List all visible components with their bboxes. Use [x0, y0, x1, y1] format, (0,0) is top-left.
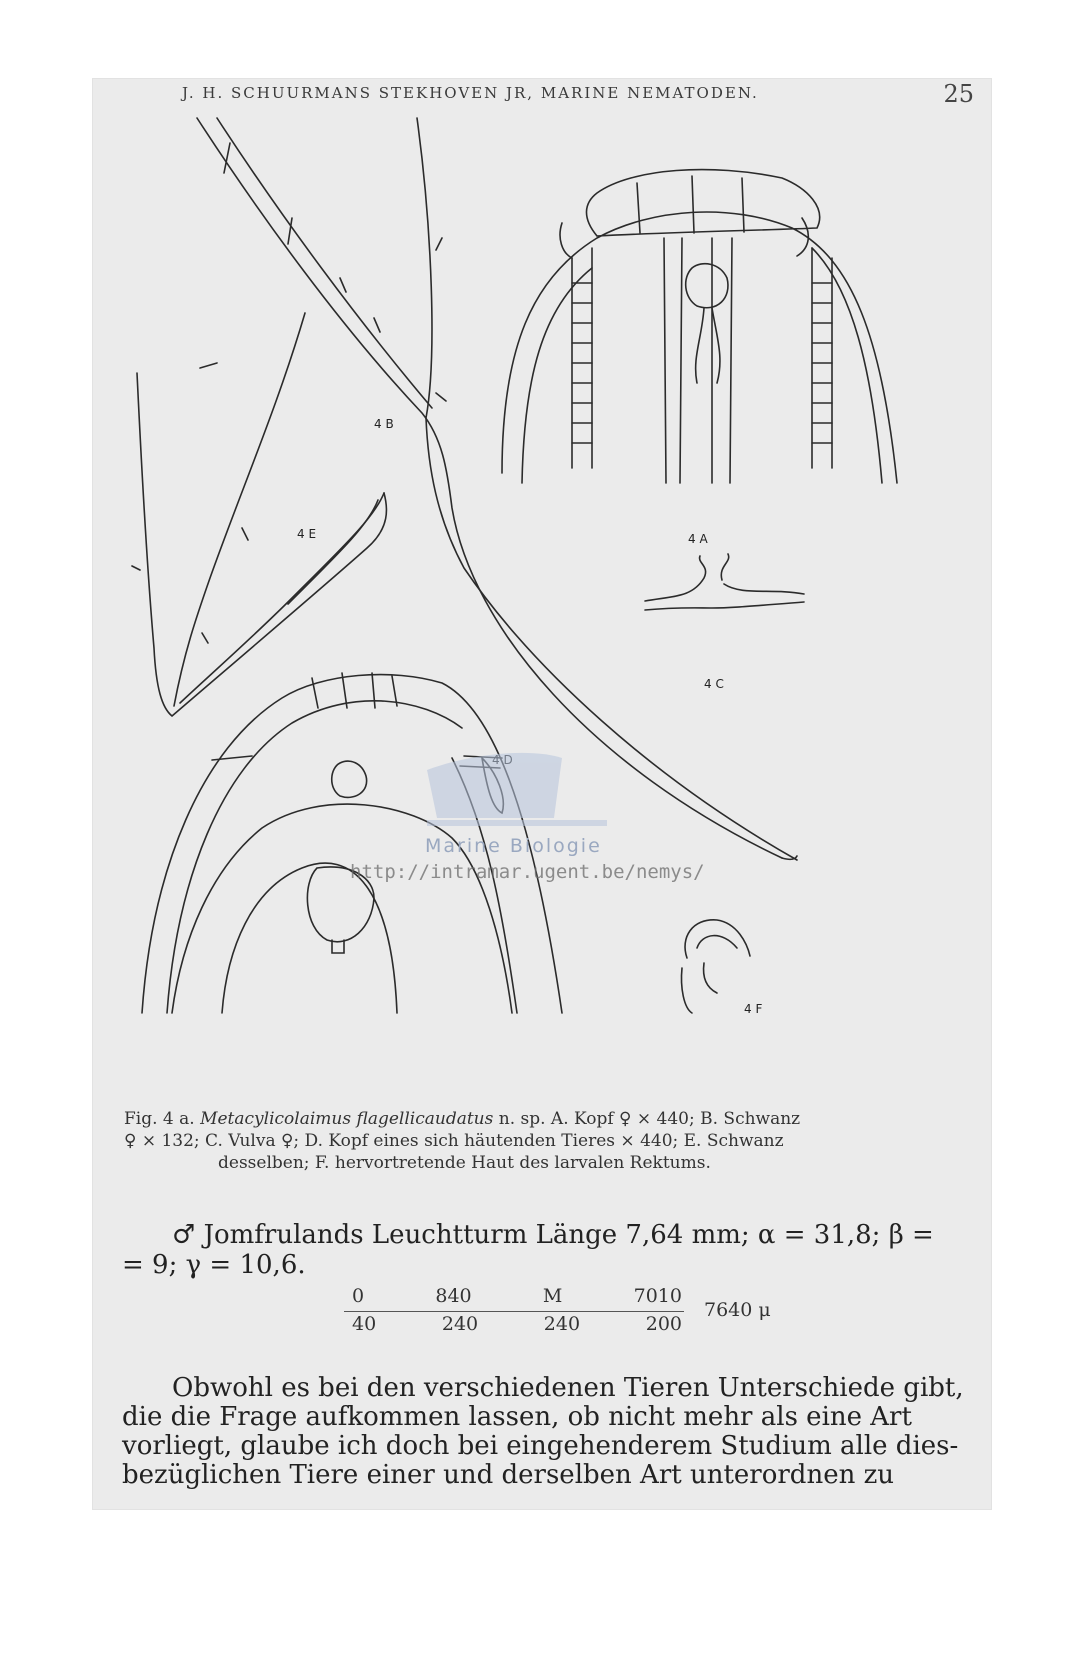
label-4c: 4 C [704, 677, 724, 691]
formula-denominator: 240 [441, 1313, 479, 1335]
caption-species: Metacylicolaimus flagellicaudatus [200, 1109, 494, 1129]
figure-4a-head-drawing [502, 170, 897, 483]
body-line1: Obwohl es bei den verschiedenen Tieren Unterschiede gibt, [172, 1373, 964, 1403]
formula-numerator: 7010 [633, 1285, 682, 1307]
body-line3: vorliegt, glaube ich doch bei eingehenderem Studium alle dies- [122, 1431, 959, 1461]
watermark-text: Marine Biologie [425, 835, 602, 857]
page-number: 25 [943, 80, 974, 108]
watermark-url: http://intramar.ugent.be/nemys/ [350, 861, 705, 883]
running-title: J. H. SCHUURMANS STEKHOVEN JR, MARINE NEMATODEN. [182, 84, 759, 102]
watermark-logo [427, 753, 607, 826]
label-4b: 4 B [374, 417, 394, 431]
caption-line2: ♀ × 132; C. Vulva ♀; D. Kopf eines sich häutenden Tieres × 440; E. Schwanz [124, 1131, 784, 1151]
measurement-line2: = 9; γ = 10,6. [122, 1250, 306, 1280]
page-sheet [92, 78, 992, 1510]
figure-4e-tail-drawing [132, 313, 386, 716]
formula-denominator: 40 [352, 1313, 377, 1335]
label-4a: 4 A [688, 532, 708, 546]
figure-caption [124, 1108, 964, 1174]
formula-numerators [352, 1285, 682, 1307]
figure-4f-rectum-drawing [681, 920, 750, 1013]
formula-fraction-line [344, 1311, 684, 1312]
formula-denominators [352, 1313, 682, 1335]
formula-denominator: 240 [543, 1313, 581, 1335]
label-4e: 4 E [297, 527, 317, 541]
formula-total: 7640 μ [704, 1299, 771, 1321]
caption-line3: desselben; F. hervortretende Haut des larvalen Rektums. [218, 1153, 711, 1173]
formula-numerator: M [542, 1285, 563, 1307]
caption-prefix: Fig. 4 a. [124, 1109, 195, 1129]
measurement-line1: ♂ Jomfrulands Leuchtturm Länge 7,64 mm; α = 31,8; β = [172, 1220, 934, 1250]
label-4f: 4 F [744, 1002, 763, 1016]
formula-denominator: 200 [645, 1313, 682, 1335]
figure-plate [92, 108, 992, 1180]
body-paragraph [122, 1374, 972, 1490]
caption-line1-rest: n. sp. A. Kopf ♀ × 440; B. Schwanz [498, 1109, 801, 1129]
formula-numerator: 0 [352, 1285, 365, 1307]
figure-4c-vulva-drawing [645, 554, 804, 610]
figure-drawing [92, 108, 992, 1180]
measurement-paragraph [122, 1220, 972, 1280]
formula-numerator: 840 [435, 1285, 472, 1307]
de-man-formula [352, 1283, 782, 1343]
body-line4: bezüglichen Tiere einer und derselben Art unterordnen zu [122, 1460, 895, 1490]
body-line2: die die Frage aufkommen lassen, ob nicht mehr als eine Art [122, 1402, 912, 1432]
